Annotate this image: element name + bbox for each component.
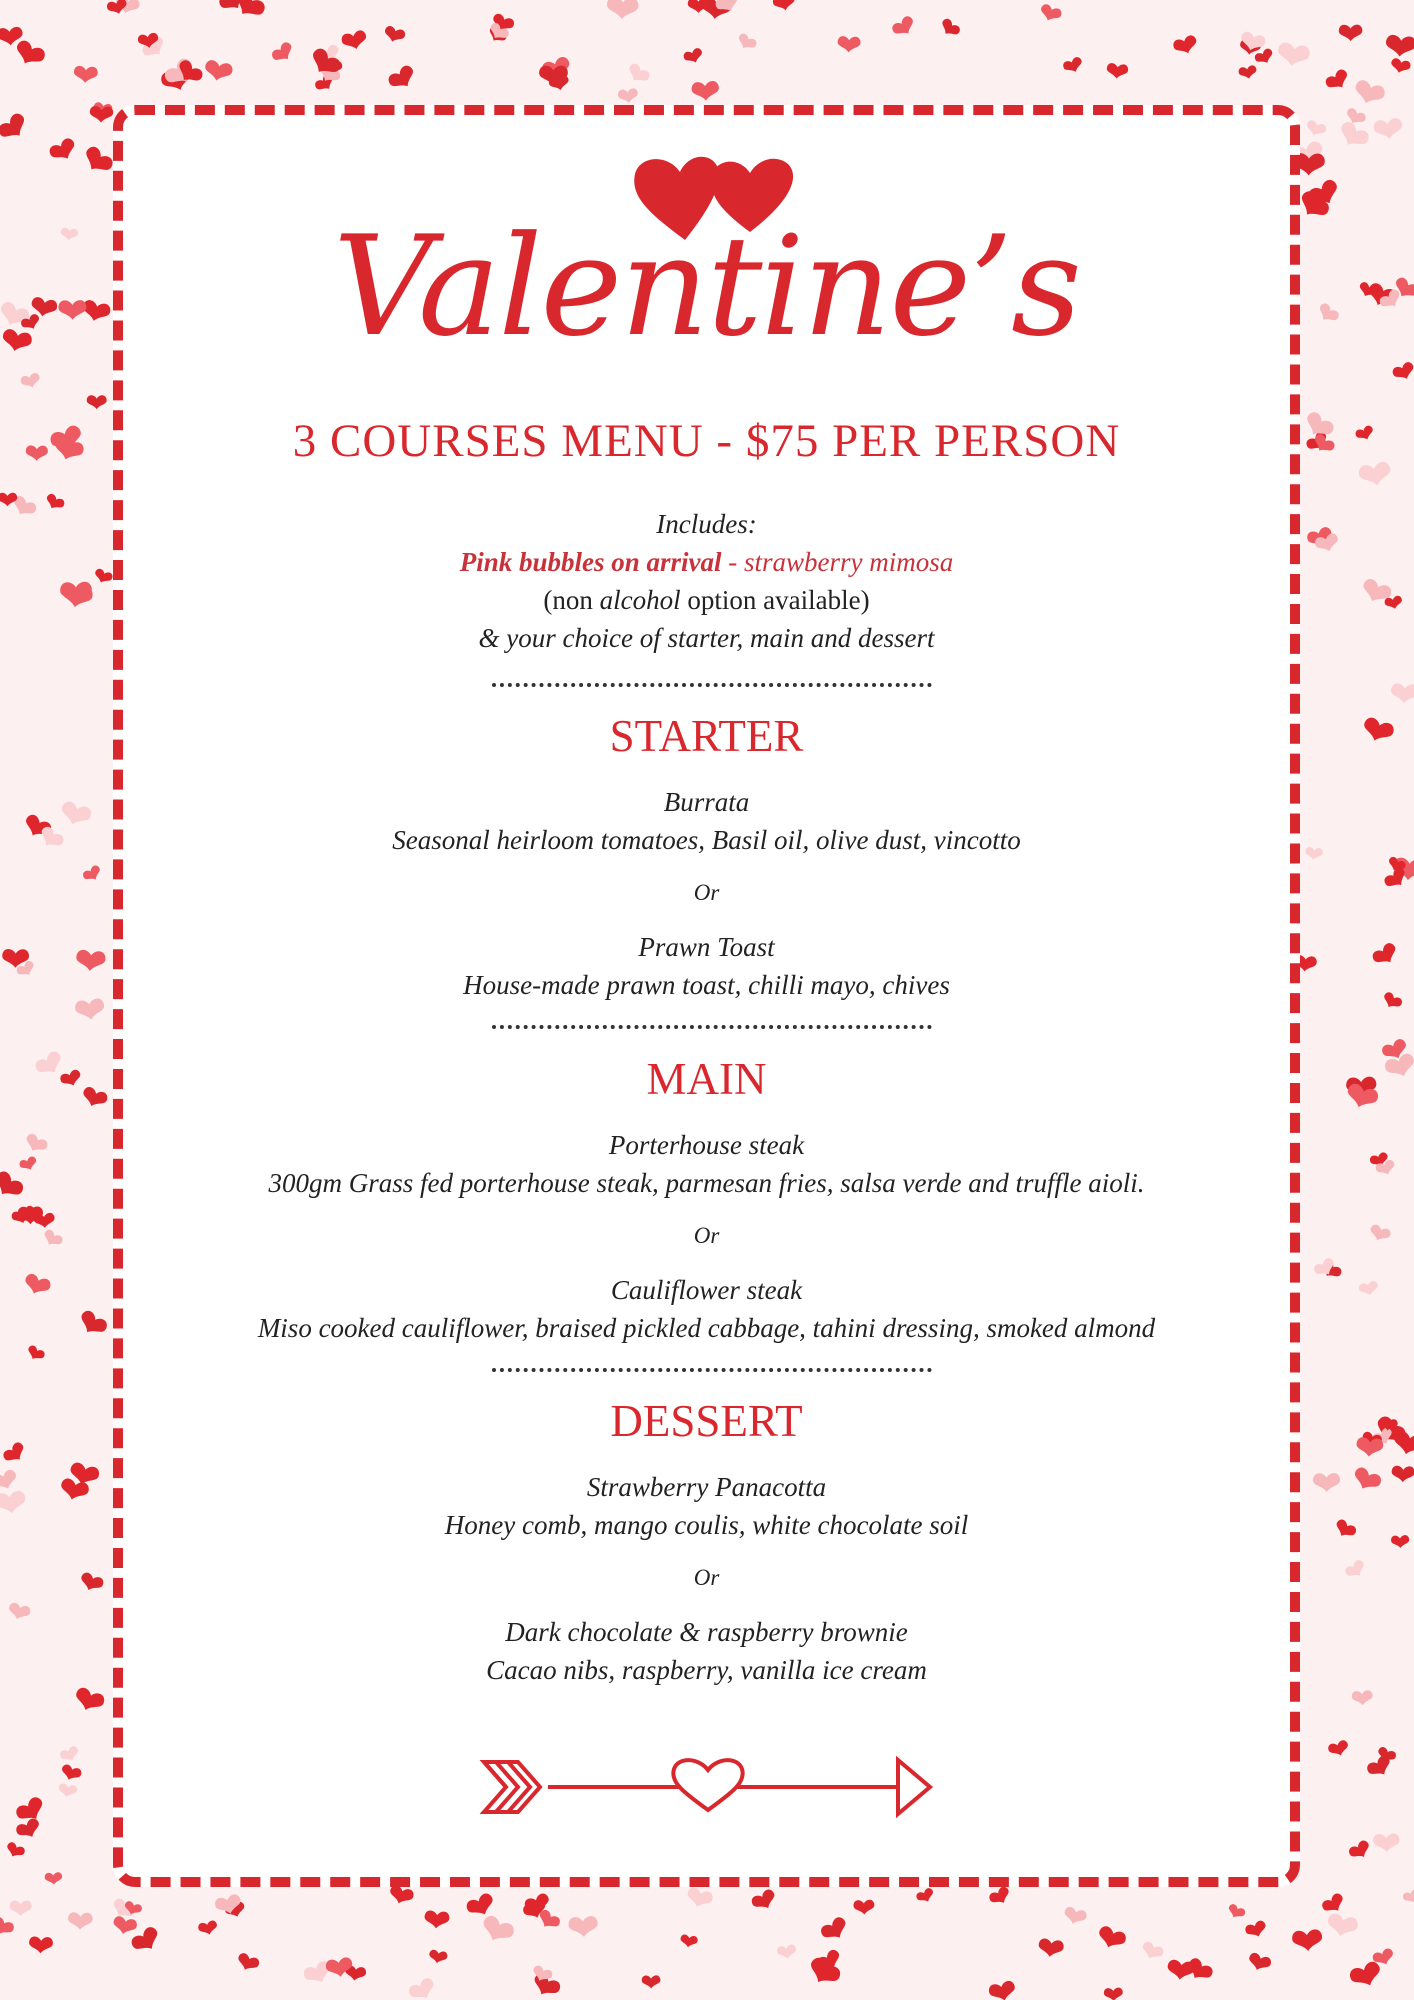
confetti-heart-icon: [988, 1980, 1018, 2000]
confetti-heart-icon: [625, 62, 652, 87]
confetti-heart-icon: [1139, 1940, 1165, 1963]
confetti-heart-icon: [890, 14, 918, 40]
confetti-heart-icon: [60, 227, 78, 241]
or-separator: Or: [693, 1223, 720, 1248]
confetti-heart-icon: [682, 47, 704, 66]
confetti-heart-icon: [750, 1888, 779, 1914]
confetti-heart-icon: [0, 493, 17, 507]
confetti-heart-icon: [1104, 1987, 1124, 2000]
confetti-heart-icon: [12, 38, 48, 70]
confetti-heart-icon: [4, 1841, 26, 1861]
confetti-heart-icon: [1062, 1906, 1088, 1927]
menu-item-name: Dark chocolate & raspberry brownie: [505, 1617, 908, 1647]
confetti-heart-icon: [1391, 361, 1414, 384]
confetti-heart-icon: [1380, 991, 1403, 1012]
confetti-heart-icon: [68, 1912, 93, 1930]
confetti-heart-icon: [987, 1885, 1012, 1908]
confetti-heart-icon: [43, 492, 66, 512]
main-item-1: [113, 1126, 1300, 1202]
confetti-heart-icon: [1325, 1912, 1359, 1939]
includes-label: Includes:: [656, 509, 757, 539]
menu-item-name: Prawn Toast: [638, 932, 775, 962]
starter-item-2: [113, 928, 1300, 1004]
confetti-heart-icon: [1226, 1903, 1247, 1921]
confetti-heart-icon: [1062, 56, 1085, 76]
confetti-heart-icon: [915, 1887, 936, 1906]
confetti-heart-icon: [1315, 301, 1341, 326]
confetti-heart-icon: [0, 1490, 27, 1515]
main-item-2: [113, 1271, 1300, 1347]
confetti-heart-icon: [1038, 3, 1063, 24]
confetti-heart-icon: [1095, 1924, 1128, 1952]
confetti-heart-icon: [81, 864, 103, 884]
confetti-heart-icon: [235, 1952, 261, 1974]
confetti-heart-icon: [1389, 57, 1411, 75]
confetti-heart-icon: [1347, 1839, 1373, 1863]
confetti-heart-icon: [691, 81, 720, 102]
confetti-heart-icon: [14, 1817, 43, 1842]
confetti-heart-icon: [1348, 1960, 1385, 1992]
confetti-heart-icon: [1335, 119, 1371, 152]
non-alcohol-part1: (non: [543, 585, 600, 615]
confetti-heart-icon: [1327, 1739, 1351, 1759]
confetti-heart-icon: [1037, 1938, 1064, 1959]
menu-item-desc: Miso cooked cauliflower, braised pickled cabbage, tahini dressing, smoked almond: [257, 1313, 1156, 1343]
confetti-heart-icon: [776, 1944, 797, 1960]
confetti-heart-icon: [1344, 1558, 1369, 1581]
menu-item-name: Burrata: [663, 787, 750, 817]
confetti-heart-icon: [1402, 1888, 1414, 1906]
includes-block: [113, 505, 1300, 657]
confetti-heart-icon: [23, 1132, 50, 1156]
confetti-heart-icon: [1368, 1223, 1392, 1244]
non-alcohol-part2: alcohol: [599, 585, 681, 615]
dessert-item-2: [113, 1613, 1300, 1689]
confetti-heart-icon: [1373, 117, 1404, 141]
confetti-heart-icon: [340, 29, 368, 52]
confetti-heart-icon: [1304, 119, 1327, 139]
confetti-heart-icon: [386, 63, 419, 93]
menu-item-desc: Honey comb, mango coulis, white chocolate soil: [444, 1510, 969, 1540]
bubbles-line: [113, 543, 1300, 581]
confetti-heart-icon: [80, 144, 116, 178]
confetti-heart-icon: [837, 36, 861, 53]
confetti-heart-icon: [617, 88, 638, 104]
confetti-heart-icon: [819, 1915, 851, 1945]
confetti-heart-icon: [87, 395, 107, 409]
confetti-heart-icon: [0, 1468, 20, 1493]
confetti-heart-icon: [41, 1228, 65, 1250]
confetti-heart-icon: [29, 1936, 54, 1954]
or-separator: Or: [693, 1565, 720, 1590]
non-alcohol-part3: option available): [680, 585, 870, 615]
confetti-heart-icon: [805, 1955, 843, 1990]
confetti-heart-icon: [1358, 461, 1393, 489]
confetti-heart-icon: [76, 1308, 110, 1339]
confetti-heart-icon: [25, 1344, 46, 1363]
confetti-heart-icon: [1172, 34, 1200, 57]
confetti-heart-icon: [0, 1169, 26, 1203]
confetti-heart-icon: [0, 111, 31, 145]
confetti-heart-icon: [478, 1913, 516, 1946]
confetti-heart-icon: [58, 300, 86, 320]
arrow-heart-icon: [478, 1752, 938, 1822]
starter-item-1: [113, 783, 1300, 859]
confetti-heart-icon: [58, 800, 93, 829]
confetti-heart-icon: [1350, 1465, 1383, 1494]
section-divider: [492, 1368, 932, 1372]
bubbles-bold: Pink bubbles on arrival: [459, 547, 722, 577]
confetti-heart-icon: [688, 0, 710, 13]
confetti-heart-icon: [1351, 1690, 1373, 1706]
confetti-heart-icon: [735, 32, 758, 53]
confetti-heart-icon: [1313, 1473, 1340, 1492]
confetti-heart-icon: [642, 1975, 661, 1988]
confetti-heart-icon: [1246, 1952, 1272, 1974]
confetti-heart-icon: [72, 1686, 106, 1715]
section-divider: [492, 683, 932, 687]
confetti-heart-icon: [1166, 1959, 1195, 1981]
dessert-heading: DESSERT: [610, 1396, 803, 1446]
confetti-heart-icon: [387, 1884, 415, 1907]
menu-price-subtitle: 3 COURSES MENU - $75 PER PERSON: [292, 415, 1121, 467]
menu-item-desc: Cacao nibs, raspberry, vanilla ice cream: [486, 1655, 927, 1685]
confetti-heart-icon: [382, 25, 406, 45]
confetti-heart-icon: [75, 949, 106, 972]
confetti-heart-icon: [57, 1783, 77, 1799]
confetti-heart-icon: [1391, 1465, 1414, 1482]
confetti-heart-icon: [203, 59, 234, 83]
confetti-heart-icon: [1276, 41, 1311, 68]
confetti-heart-icon: [93, 568, 114, 586]
confetti-heart-icon: [80, 1085, 109, 1110]
confetti-heart-icon: [424, 1910, 450, 1929]
confetti-heart-icon: [270, 40, 297, 66]
or-separator: Or: [693, 880, 720, 905]
confetti-heart-icon: [129, 1925, 163, 1957]
confetti-heart-icon: [59, 1763, 82, 1783]
confetti-heart-icon: [1370, 941, 1400, 969]
confetti-heart-icon: [1390, 683, 1414, 704]
confetti-heart-icon: [0, 1915, 16, 1938]
confetti-heart-icon: [20, 372, 42, 390]
confetti-heart-icon: [59, 1745, 81, 1764]
confetti-heart-icon: [74, 998, 105, 1022]
confetti-heart-icon: [428, 1949, 448, 1965]
confetti-heart-icon: [1352, 78, 1387, 108]
confetti-heart-icon: [679, 1934, 698, 1949]
starter-heading: STARTER: [609, 711, 804, 761]
confetti-heart-icon: [685, 1886, 714, 1910]
menu-item-name: Strawberry Panacotta: [586, 1472, 827, 1502]
confetti-heart-icon: [1, 1440, 28, 1466]
confetti-heart-icon: [568, 1916, 599, 1938]
menu-item-desc: Seasonal heirloom tomatoes, Basil oil, olive dust, vincotto: [392, 825, 1021, 855]
confetti-heart-icon: [1238, 65, 1258, 81]
dessert-item-1: [113, 1468, 1300, 1544]
confetti-heart-icon: [1320, 1892, 1347, 1917]
confetti-heart-icon: [10, 1901, 32, 1916]
confetti-heart-icon: [0, 328, 33, 354]
confetti-heart-icon: [18, 1155, 38, 1173]
confetti-heart-icon: [772, 0, 797, 13]
menu-item-desc: 300gm Grass fed porterhouse steak, parmesan fries, salsa verde and truffle aioli.: [268, 1168, 1145, 1198]
confetti-heart-icon: [938, 17, 962, 40]
page-title: Valentine’s: [333, 206, 1080, 367]
confetti-heart-icon: [59, 1068, 83, 1089]
confetti-heart-icon: [1373, 1833, 1400, 1852]
confetti-heart-icon: [22, 1272, 52, 1298]
confetti-heart-icon: [1292, 1929, 1324, 1952]
confetti-heart-icon: [1332, 1518, 1358, 1542]
confetti-heart-icon: [606, 0, 639, 20]
menu-item-name: Porterhouse steak: [608, 1130, 805, 1160]
menu-item-desc: House-made prawn toast, chilli mayo, chives: [463, 970, 950, 1000]
confetti-heart-icon: [1244, 1919, 1269, 1940]
confetti-heart-icon: [78, 1571, 105, 1594]
confetti-heart-icon: [1391, 1535, 1410, 1549]
confetti-heart-icon: [1324, 67, 1352, 94]
confetti-heart-icon: [197, 1920, 219, 1937]
confetti-heart-icon: [111, 1915, 138, 1936]
confetti-heart-icon: [47, 136, 79, 165]
non-alcohol-line: [113, 581, 1300, 619]
section-divider: [492, 1025, 932, 1029]
confetti-heart-icon: [1358, 1280, 1379, 1297]
main-heading: MAIN: [646, 1054, 767, 1104]
confetti-heart-icon: [1305, 847, 1324, 861]
choice-line: & your choice of starter, main and dessert: [478, 623, 935, 653]
confetti-heart-icon: [44, 1872, 62, 1885]
confetti-heart-icon: [73, 65, 98, 83]
confetti-heart-icon: [33, 1049, 66, 1080]
menu-content: [113, 105, 1300, 1887]
confetti-heart-icon: [26, 445, 48, 461]
confetti-heart-icon: [1360, 716, 1395, 746]
confetti-heart-icon: [407, 1976, 439, 2000]
confetti-heart-icon: [1354, 424, 1375, 443]
confetti-heart-icon: [1339, 24, 1363, 41]
bubbles-rest: - strawberry mimosa: [721, 547, 954, 577]
confetti-heart-icon: [1106, 63, 1129, 80]
confetti-heart-icon: [853, 1899, 875, 1915]
menu-item-name: Cauliflower steak: [610, 1275, 803, 1305]
confetti-heart-icon: [1385, 34, 1414, 58]
confetti-heart-icon: [7, 1602, 32, 1622]
